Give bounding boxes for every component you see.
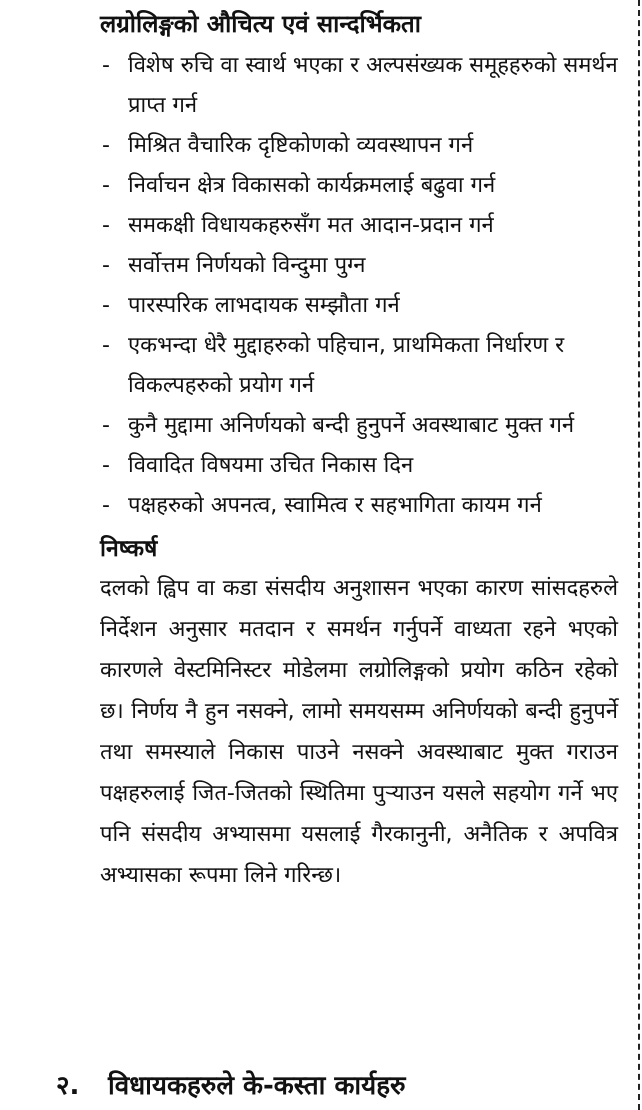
column-divider — [638, 0, 640, 1110]
list-item — [100, 166, 618, 206]
list-item — [100, 326, 618, 406]
bullet-dash: - — [102, 133, 110, 158]
conclusion-heading: निष्कर्ष — [100, 536, 158, 562]
list-item — [100, 126, 618, 166]
bullet-dash: - — [102, 413, 110, 438]
list-item-text: विवादित विषयमा उचित निकास दिन — [128, 453, 414, 478]
bullet-dash: - — [102, 333, 110, 358]
list-item — [100, 246, 618, 286]
next-section-heading — [56, 1066, 406, 1106]
list-item — [100, 486, 618, 526]
bullet-dash: - — [102, 453, 110, 478]
section-number: २. — [56, 1071, 80, 1101]
list-item-text: निर्वाचन क्षेत्र विकासको कार्यक्रमलाई बढुवा गर्न — [128, 173, 496, 198]
list-item — [100, 446, 618, 486]
list-item-text: पारस्परिक लाभदायक सम्झौता गर्न — [128, 293, 400, 318]
bullet-dash: - — [102, 53, 110, 78]
bullet-list — [100, 46, 618, 526]
list-item-text: कुनै मुद्दामा अनिर्णयको बन्दी हुनुपर्ने अवस्थाबाट मुक्त गर्न — [128, 413, 575, 438]
bullet-dash: - — [102, 493, 110, 518]
list-item-text: एकभन्दा धेरै मुद्दाहरुको पहिचान, प्राथमिकता निर्धारण र विकल्पहरुको प्रयोग गर्न — [128, 333, 565, 398]
bullet-dash: - — [102, 213, 110, 238]
bullet-dash: - — [102, 253, 110, 278]
list-item — [100, 406, 618, 446]
list-item-text: सर्वोत्तम निर्णयको विन्दुमा पुग्न — [128, 253, 366, 278]
text-column — [100, 6, 618, 896]
list-item — [100, 286, 618, 326]
section-title: विधायकहरुले के-कस्ता कार्यहरु — [108, 1071, 406, 1101]
list-item — [100, 206, 618, 246]
conclusion-paragraph: दलको ह्विप वा कडा संसदीय अनुशासन भएका कारण सांसदहरुले निर्देशन अनुसार मतदान र समर्थन गर्नुपर्ने वाध्यता रहने भएको कारणले वेस्टमिनिस्टर मोडेलमा लग्रोलिङ्गको प्रयोग कठिन रहेको छ। निर्णय नै हुन नसक्ने, लामो समयसम्म अनिर्णयको बन्दी हुनुपर्ने तथा समस्याले निकास पाउने नसक्ने अवस्थाबाट मुक्त गराउन पक्षहरुलाई जित-जितको स्थितिमा पुर्‍याउन यसले सहयोग गर्ने भए पनि संसदीय अभ्यासमा यसलाई गैरकानुनी, अनैतिक र अपवित्र अभ्यासका रूपमा लिने गरिन्छ। — [100, 576, 618, 888]
bullet-dash: - — [102, 293, 110, 318]
bullet-dash: - — [102, 173, 110, 198]
list-item-text: समकक्षी विधायकहरुसँग मत आदान-प्रदान गर्न — [128, 213, 494, 238]
list-item-text: पक्षहरुको अपनत्व, स्वामित्व र सहभागिता कायम गर्न — [128, 493, 542, 518]
list-item — [100, 46, 618, 126]
section-heading: लग्रोलिङ्गको औचित्य एवं सान्दर्भिकता — [100, 10, 421, 38]
list-item-text: विशेष रुचि वा स्वार्थ भएका र अल्पसंख्यक समूहहरुको समर्थन प्राप्त गर्न — [128, 53, 618, 118]
list-item-text: मिश्रित वैचारिक दृष्टिकोणको व्यवस्थापन गर्न — [128, 133, 474, 158]
